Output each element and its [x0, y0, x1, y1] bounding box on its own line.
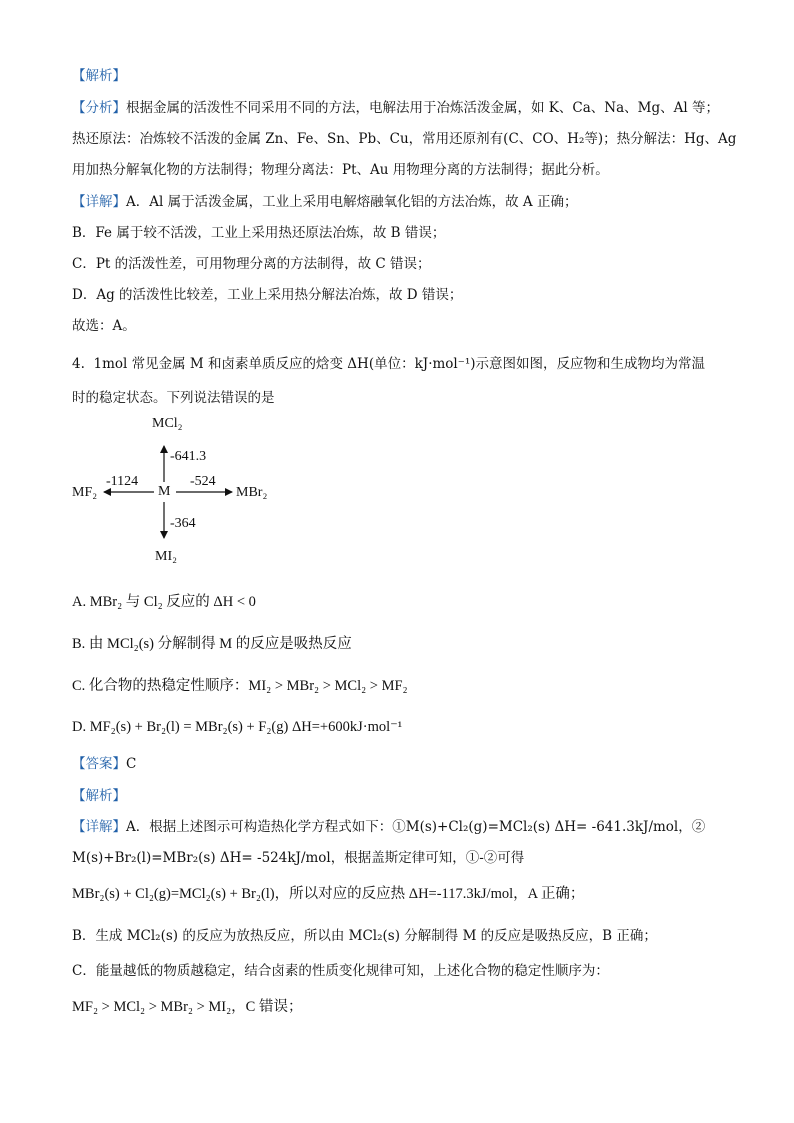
detail-line-a: [72, 192, 577, 212]
detail2-line-2: M(s)+Br₂(l)=MBr₂(s) ΔH= -524kJ/mol，根据盖斯定律可知，①-②可得: [72, 850, 525, 866]
option-a: A. MBr₂ 与 Cl₂ 反应的 ΔH < 0: [72, 594, 256, 610]
answer-value: C: [126, 756, 137, 772]
product-mbr2-label: MBr₂: [236, 485, 268, 500]
value-mf2: -1124: [106, 474, 139, 489]
detail2-label: 【详解】: [72, 819, 126, 835]
detail-line-c: C．Pt 的活泼性差，可用物理分离的方法制得，故 C 错误；: [72, 256, 431, 272]
detail2-text-1: A．根据上述图示可构造热化学方程式如下：①M(s)+Cl₂(g)=MCl₂(s) ΔH= -641.3kJ/mol，②: [126, 819, 706, 835]
product-mcl2-label: MCl₂: [152, 416, 183, 431]
product-mi2-label: MI₂: [155, 549, 177, 564]
detail-text-a: A．Al 属于活泼金属，工业上采用电解熔融氧化铝的方法冶炼，故 A 正确；: [126, 194, 578, 210]
question-number: 4.: [72, 356, 85, 372]
answer-label: 【答案】: [72, 756, 126, 772]
detail-label: 【详解】: [72, 194, 126, 210]
analysis-line-3: 用加热分解氧化物的方法制得；物理分离法：Pt、Au 用物理分离的方法制得；据此分析。: [72, 162, 609, 178]
value-mi2: -364: [170, 516, 196, 531]
answer-line: [72, 754, 136, 774]
question-stem-line-1: [72, 354, 705, 374]
product-mf2-label: MF₂: [72, 485, 98, 500]
conclusion-line: 故选：A。: [72, 318, 136, 334]
enthalpy-diagram: [70, 412, 300, 577]
question-stem-line-2: 时的稳定状态。下列说法错误的是: [72, 390, 275, 406]
analysis-text-1: 根据金属的活泼性不同采用不同的方法，电解法用于冶炼活泼金属，如 K、Ca、Na、Mg、Al 等；: [126, 100, 719, 116]
detail2-line-1: [72, 817, 705, 837]
detail-line-d: D．Ag 的活泼性比较差，工业上采用热分解法冶炼，故 D 错误；: [72, 287, 463, 303]
analysis-label: 【分析】: [72, 100, 126, 116]
question-stem-text-1: 1mol 常见金属 M 和卤素单质反应的焓变 ΔH(单位：kJ·mol⁻¹)示意图如图，反应物和生成物均为常温: [93, 356, 706, 372]
value-mbr2: -524: [190, 474, 216, 489]
option-d: D. MF₂(s) + Br₂(l) = MBr₂(s) + F₂(g) ΔH=+600kJ·mol⁻¹: [72, 719, 403, 735]
detail2-line-6: MF₂ > MCl₂ > MBr₂ > MI₂，C 错误；: [72, 999, 303, 1015]
option-c: C. 化合物的热稳定性顺序：MI₂ > MBr₂ > MCl₂ > MF₂: [72, 678, 408, 694]
detail2-line-4: B．生成 MCl₂(s) 的反应为放热反应，所以由 MCl₂(s) 分解制得 M 的反应是吸热反应，B 正确；: [72, 928, 657, 944]
value-mcl2: -641.3: [170, 449, 207, 464]
option-b: B. 由 MCl₂(s) 分解制得 M 的反应是吸热反应: [72, 636, 352, 652]
detail-line-b: B．Fe 属于较不活泼，工业上采用热还原法冶炼，故 B 错误；: [72, 225, 446, 241]
section-label-jiexi: 【解析】: [72, 68, 126, 84]
analysis-line-2: 热还原法：冶炼较不活泼的金属 Zn、Fe、Sn、Pb、Cu，常用还原剂有(C、CO、H₂等)；热分解法：Hg、Ag: [72, 131, 737, 147]
analysis-line-1: [72, 98, 719, 118]
center-metal-label: M: [158, 484, 171, 499]
detail2-line-3: MBr₂(s) + Cl₂(g)=MCl₂(s) + Br₂(l)，所以对应的反应热 ΔH=-117.3kJ/mol，A 正确；: [72, 886, 585, 902]
section-label-jiexi-2: 【解析】: [72, 788, 126, 804]
detail2-line-5: C．能量越低的物质越稳定，结合卤素的性质变化规律可知，上述化合物的稳定性顺序为：: [72, 963, 609, 979]
